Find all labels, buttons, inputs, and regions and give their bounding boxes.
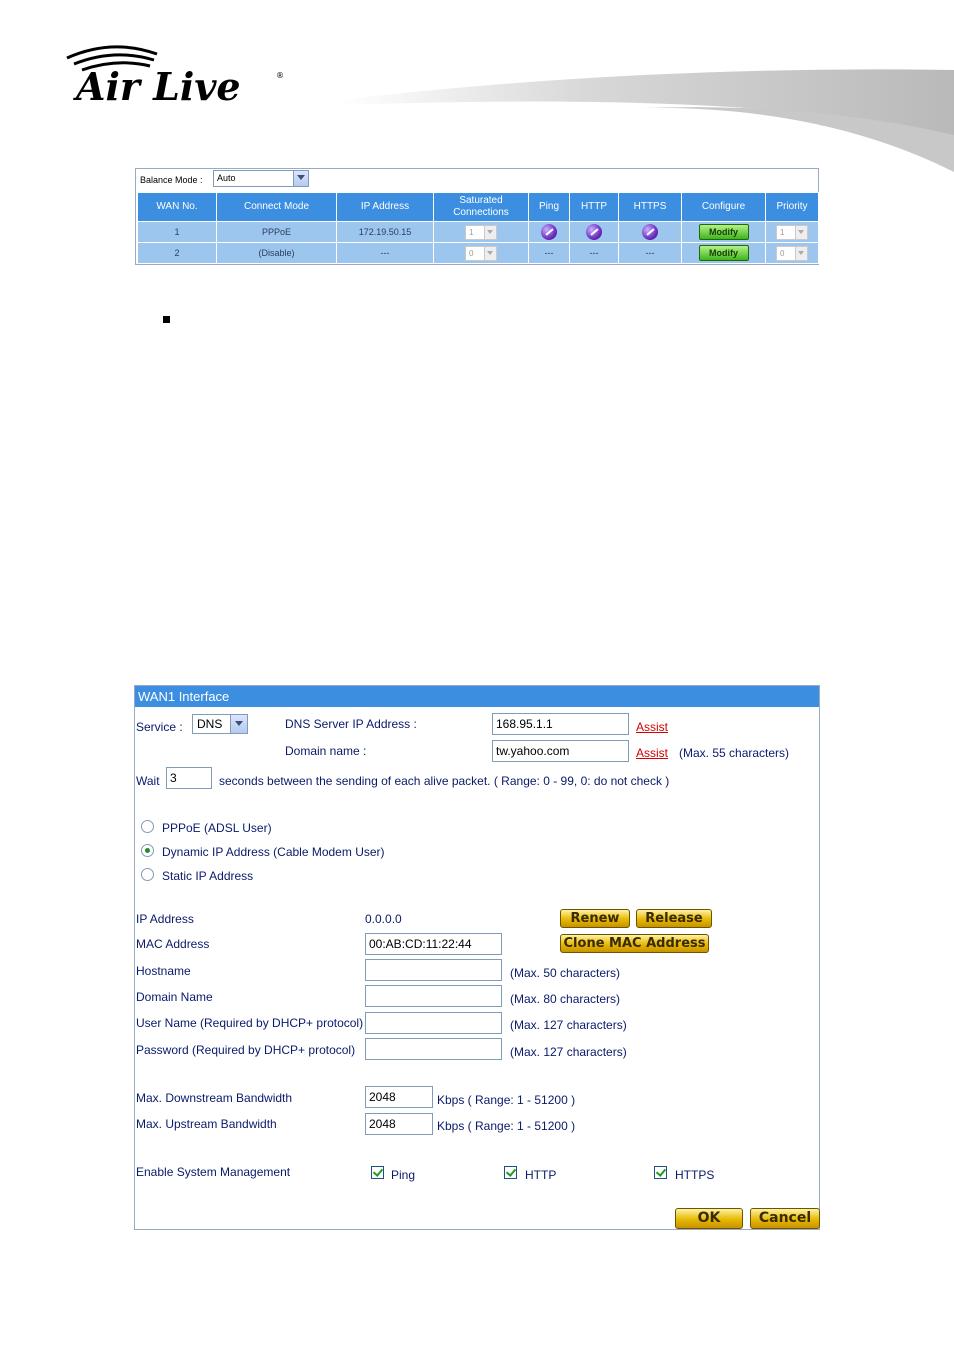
password-hint: (Max. 127 characters)	[510, 1045, 627, 1059]
radio-pppoe-label: PPPoE (ADSL User)	[162, 821, 272, 835]
col-configure: Configure	[682, 193, 766, 222]
svg-text:®: ®	[276, 71, 284, 80]
chevron-down-icon	[795, 247, 807, 260]
connect-mode-cell: PPPoE	[217, 222, 337, 243]
mgmt-ping-checkbox[interactable]	[371, 1166, 384, 1179]
mgmt-https-checkbox[interactable]	[654, 1166, 667, 1179]
hostname-hint: (Max. 50 characters)	[510, 966, 621, 980]
saturated-select[interactable]: 0	[465, 246, 497, 261]
password-input[interactable]	[365, 1038, 502, 1060]
col-ping: Ping	[529, 193, 570, 222]
cancel-button[interactable]: Cancel	[750, 1208, 820, 1229]
connect-mode-cell: (Disable)	[217, 243, 337, 264]
dns-server-label: DNS Server IP Address :	[285, 717, 417, 731]
radio-pppoe[interactable]	[141, 820, 154, 833]
downstream-label: Max. Downstream Bandwidth	[136, 1091, 293, 1105]
password-label: Password (Required by DHCP+ protocol)	[136, 1043, 356, 1057]
upstream-hint: Kbps ( Range: 1 - 51200 )	[437, 1119, 576, 1133]
wait-hint: seconds between the sending of each alive packet. ( Range: 0 - 99, 0: do not check )	[219, 774, 670, 788]
ping-cell: ---	[529, 243, 570, 264]
ping-status-icon	[541, 224, 557, 240]
downstream-input[interactable]: 2048	[365, 1086, 433, 1108]
mgmt-ping-label: Ping	[391, 1168, 416, 1182]
renew-button[interactable]: Renew	[560, 909, 630, 928]
wan-status-panel	[135, 168, 819, 265]
mgmt-label: Enable System Management	[136, 1165, 291, 1179]
ip-cell: ---	[337, 243, 434, 264]
ok-button[interactable]: OK	[675, 1208, 743, 1229]
table-row	[138, 243, 819, 264]
ip-address-label: IP Address	[136, 912, 194, 926]
col-ip-address: IP Address	[337, 193, 434, 222]
downstream-hint: Kbps ( Range: 1 - 51200 )	[437, 1093, 576, 1107]
airlive-logo	[62, 40, 292, 110]
assist-link-domain[interactable]: Assist	[636, 746, 669, 760]
hostname-input[interactable]	[365, 959, 502, 981]
balance-mode-select[interactable]	[213, 170, 309, 187]
username-label: User Name (Required by DHCP+ protocol)	[136, 1016, 364, 1030]
domain-name-input[interactable]: tw.yahoo.com	[492, 740, 629, 762]
col-wan-no: WAN No.	[138, 193, 217, 222]
chevron-down-icon	[795, 226, 807, 239]
wan-status-table	[137, 192, 819, 264]
domainname-label: Domain Name	[136, 990, 213, 1004]
chevron-down-icon	[484, 226, 496, 239]
chevron-down-icon	[484, 247, 496, 260]
col-connect-mode: Connect Mode	[217, 193, 337, 222]
domain-name-label: Domain name :	[285, 744, 367, 758]
logo-text: Air Live	[76, 64, 241, 109]
release-button[interactable]: Release	[636, 909, 712, 928]
mac-address-label: MAC Address	[136, 937, 210, 951]
upstream-input[interactable]: 2048	[365, 1113, 433, 1135]
mac-address-input[interactable]: 00:AB:CD:11:22:44	[365, 933, 502, 955]
assist-link-dns[interactable]: Assist	[636, 720, 669, 734]
balance-mode-label: Balance Mode :	[140, 175, 203, 185]
domain-hint: (Max. 55 characters)	[679, 746, 790, 760]
service-value: DNS	[197, 717, 223, 731]
bullet-icon	[163, 316, 170, 323]
wan-no-cell: 1	[138, 222, 217, 243]
mgmt-https-label: HTTPS	[675, 1168, 715, 1182]
col-http: HTTP	[570, 193, 619, 222]
http-status-icon	[586, 224, 602, 240]
mgmt-http-label: HTTP	[525, 1168, 557, 1182]
modify-button[interactable]: Modify	[699, 245, 749, 261]
domainname-hint: (Max. 80 characters)	[510, 992, 621, 1006]
ip-address-value: 0.0.0.0	[365, 912, 402, 926]
radio-dynamic-label: Dynamic IP Address (Cable Modem User)	[162, 845, 385, 859]
service-label: Service :	[136, 720, 183, 734]
radio-static-label: Static IP Address	[162, 869, 254, 883]
upstream-label: Max. Upstream Bandwidth	[136, 1117, 277, 1131]
radio-dynamic-ip[interactable]	[141, 844, 154, 857]
domainname-input[interactable]	[365, 985, 502, 1007]
mgmt-http-checkbox[interactable]	[504, 1166, 517, 1179]
wan-no-cell: 2	[138, 243, 217, 264]
table-row	[138, 222, 819, 243]
username-input[interactable]	[365, 1012, 502, 1034]
http-cell: ---	[570, 243, 619, 264]
priority-select[interactable]: 0	[776, 246, 808, 261]
dns-server-input[interactable]: 168.95.1.1	[492, 713, 629, 735]
radio-static-ip[interactable]	[141, 868, 154, 881]
wait-input[interactable]: 3	[166, 767, 212, 789]
username-hint: (Max. 127 characters)	[510, 1018, 627, 1032]
service-select[interactable]	[192, 714, 248, 734]
chevron-down-icon	[230, 715, 247, 733]
ip-cell: 172.19.50.15	[337, 222, 434, 243]
panel-title: WAN1 Interface	[135, 686, 819, 707]
modify-button[interactable]: Modify	[699, 224, 749, 240]
https-cell: ---	[619, 243, 682, 264]
priority-select[interactable]: 1	[776, 225, 808, 240]
hostname-label: Hostname	[136, 964, 191, 978]
balance-mode-value: Auto	[217, 173, 236, 183]
chevron-down-icon	[293, 171, 308, 186]
header-swoosh	[340, 60, 954, 180]
clone-mac-button[interactable]: Clone MAC Address	[560, 934, 709, 953]
https-status-icon	[642, 224, 658, 240]
col-https: HTTPS	[619, 193, 682, 222]
wan1-interface-panel	[134, 685, 820, 1230]
col-saturated: Saturated Connections	[434, 193, 529, 222]
saturated-select[interactable]: 1	[465, 225, 497, 240]
col-priority: Priority	[766, 193, 819, 222]
wait-label: Wait	[136, 774, 160, 788]
